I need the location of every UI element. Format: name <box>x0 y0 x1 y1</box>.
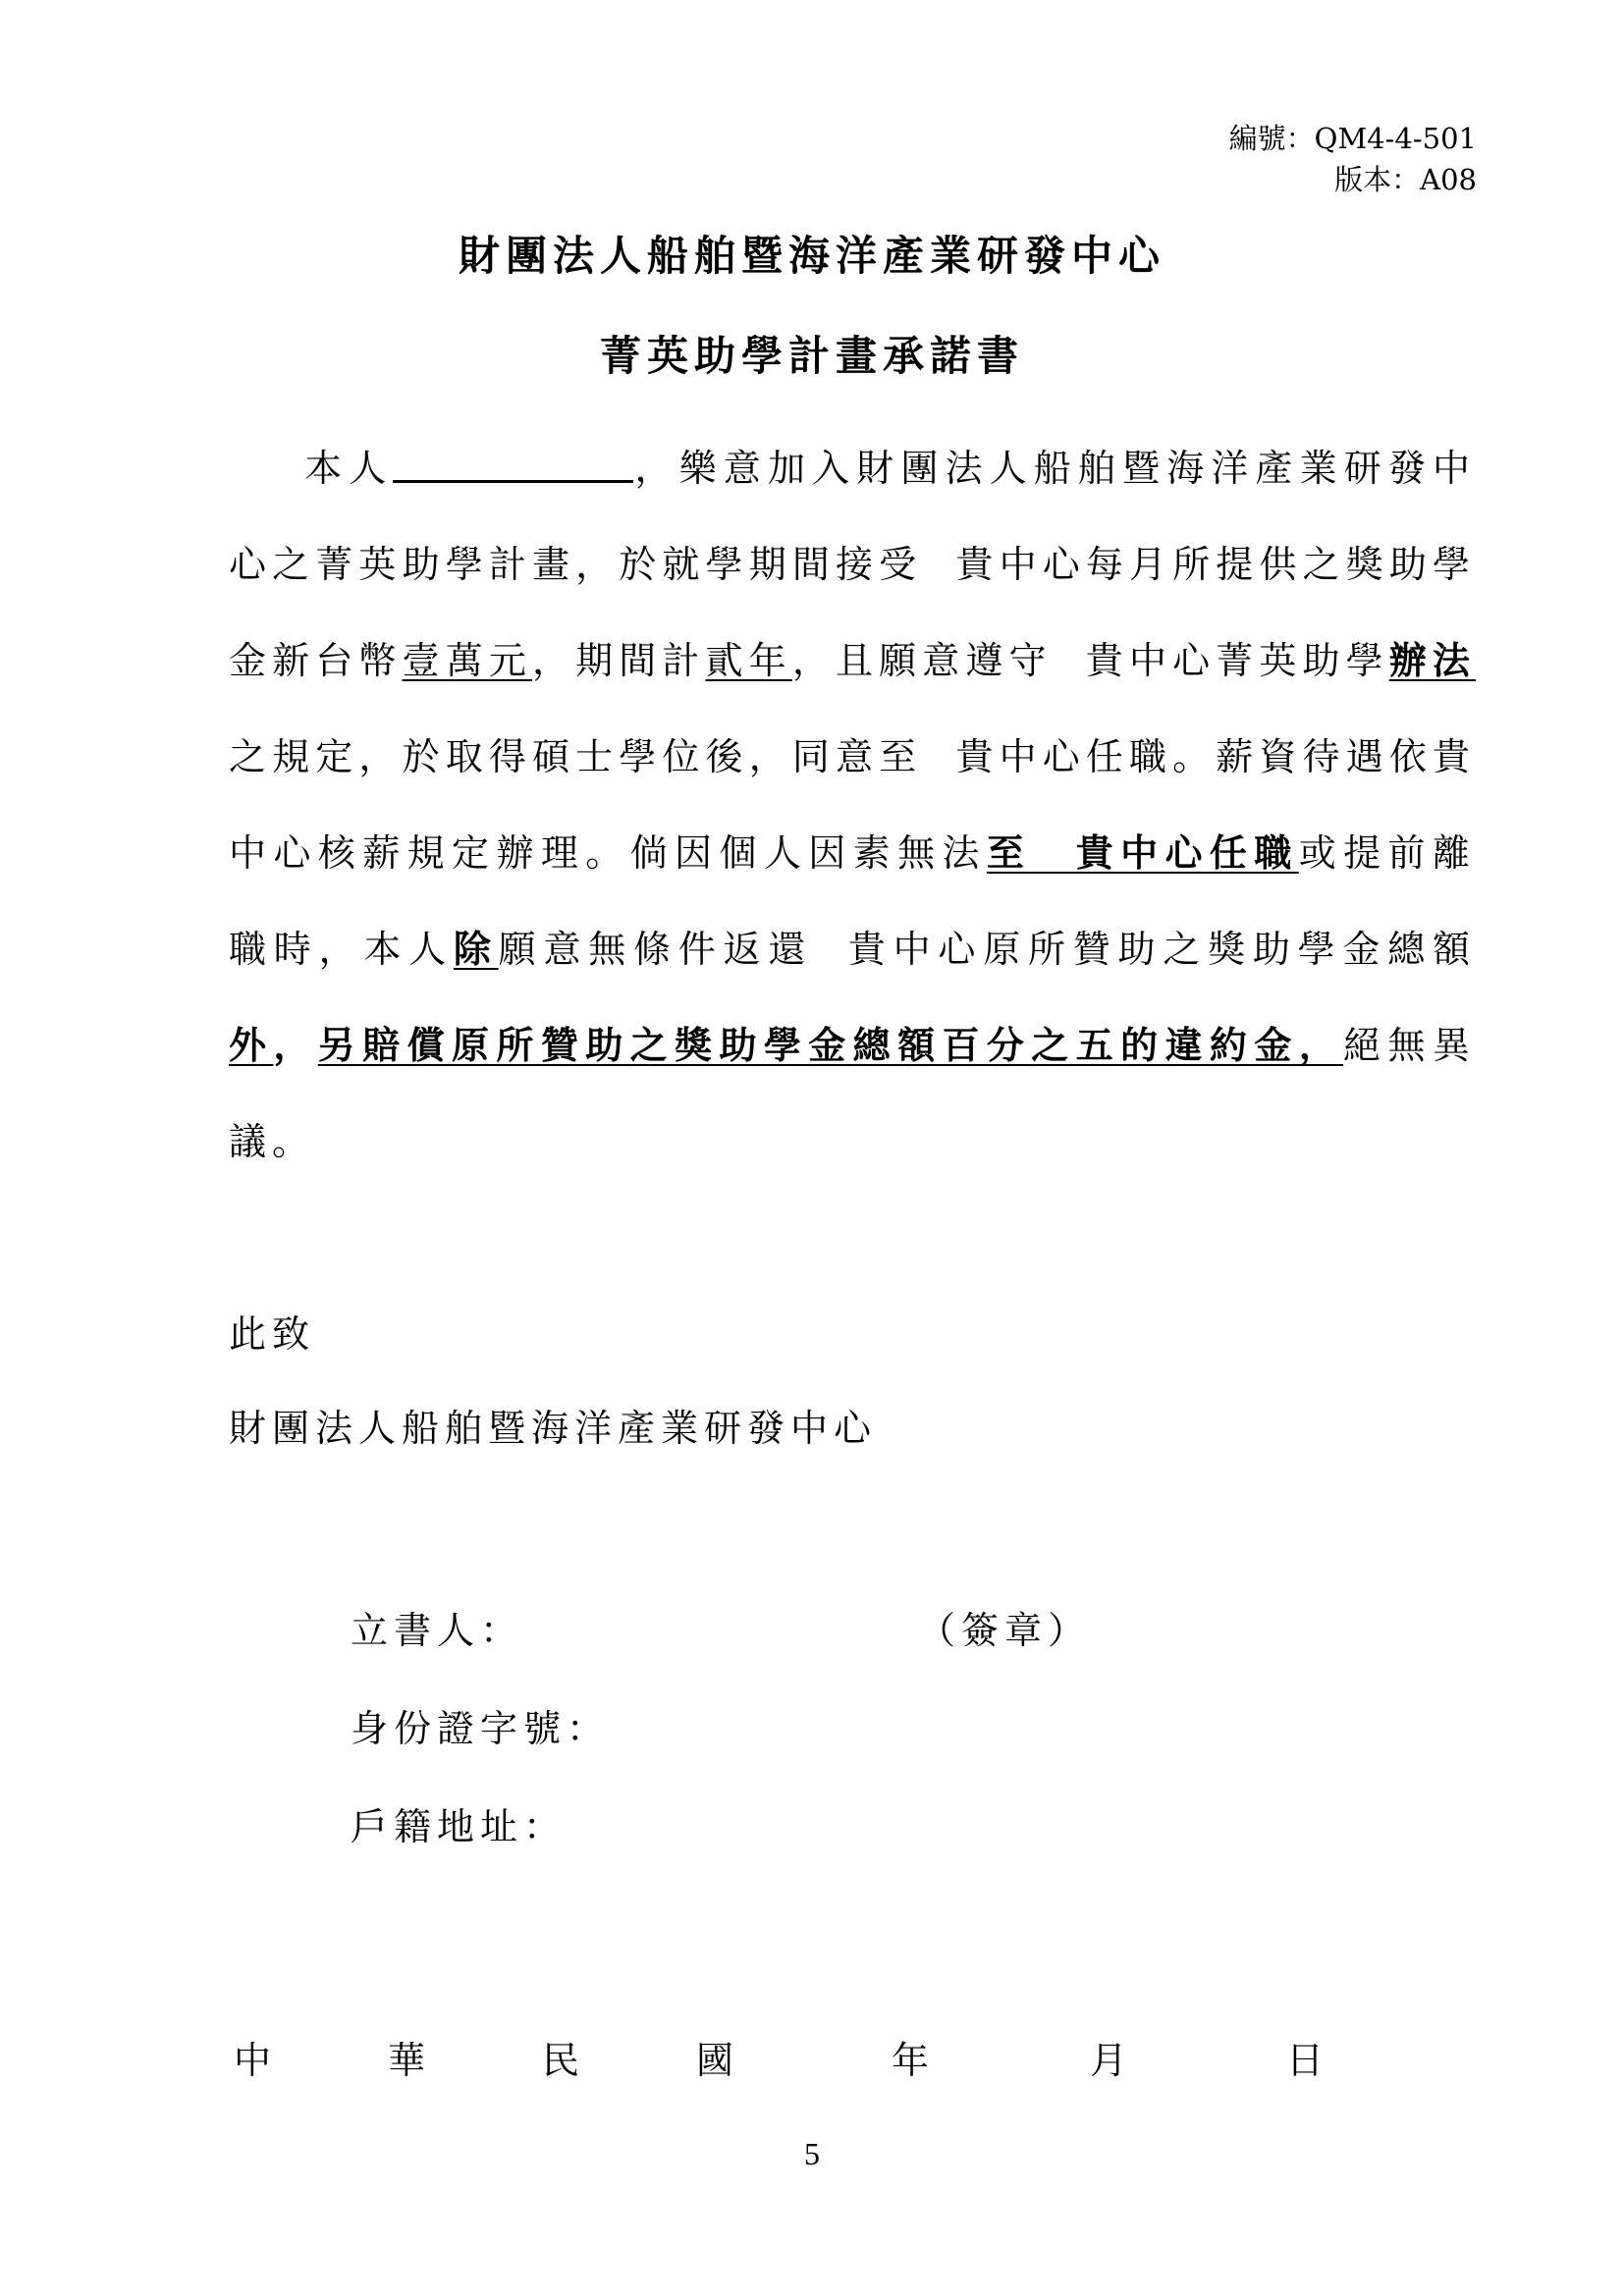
document-title: 菁英助學計畫承諾書 <box>599 332 1024 380</box>
regulation-emphasis: 辦法 <box>1388 638 1476 682</box>
text-segment: ，樂意加入財團法人船舶暨海洋產業研發中心之菁英助學計畫，於就學期間接受 <box>229 447 1476 586</box>
text-segment: ，且願意遵守 <box>791 639 1053 682</box>
address-label: 戶籍地址： <box>351 1805 568 1848</box>
employment-emphasis: 至 貴中心任職 <box>986 830 1299 875</box>
text-segment: 本人 <box>303 447 394 490</box>
date-guo: 國 <box>696 2039 734 2082</box>
document-code-block <box>1229 118 1477 200</box>
text-segment: 之規定，於取得碩士學位後，同意至 <box>229 735 923 778</box>
date-hua: 華 <box>388 2039 426 2082</box>
date-month: 月 <box>1090 2039 1128 2082</box>
penalty-clause-emphasis: 另賠償原所贊助之獎助學金總額百分之五的違約金， <box>317 1023 1344 1067</box>
except-emphasis: 除 <box>453 927 499 971</box>
text-segment: 貴中心每月所提供之獎助學金新台幣 <box>229 543 1476 682</box>
amount-underlined: 壹萬元 <box>402 639 532 682</box>
salutation: 此致 <box>229 1312 316 1356</box>
text-segment: 絕無異議。 <box>229 1024 1476 1163</box>
date-day: 日 <box>1286 2039 1325 2082</box>
seal-label: （簽章） <box>918 1609 1092 1652</box>
page-number: 5 <box>804 2136 820 2171</box>
comma-bold: ， <box>273 1023 318 1067</box>
text-segment: ，期間計 <box>531 639 706 682</box>
id-number-label: 身份證字號： <box>351 1707 611 1750</box>
signer-label: 立書人： <box>351 1609 524 1652</box>
name-blank-line <box>393 447 633 483</box>
pledge-paragraph <box>229 420 1476 1190</box>
text-segment: 貴中心原所贊助之獎助學金總額 <box>846 928 1476 971</box>
document-version: 版本：A08 <box>1334 163 1477 196</box>
text-segment: 願意無條件返還 <box>498 928 814 971</box>
date-zhong: 中 <box>234 2039 272 2082</box>
text-segment: 貴中心任職。薪資待遇依貴中心核薪規定辦理。倘因個人因素無法 <box>229 735 1476 875</box>
date-min: 民 <box>542 2039 580 2082</box>
organization-title: 財團法人船舶暨海洋產業研發中心 <box>458 232 1165 280</box>
recipient-organization: 財團法人船舶暨海洋產業研發中心 <box>229 1407 878 1450</box>
text-segment: 貴中心菁英助學 <box>1085 639 1389 682</box>
date-year: 年 <box>892 2039 930 2082</box>
duration-underlined: 貳年 <box>705 639 792 682</box>
text-segment: 或提前離職時，本人 <box>229 831 1476 971</box>
document-number: 編號：QM4-4-501 <box>1228 122 1477 155</box>
additionally-emphasis: 外 <box>229 1023 274 1067</box>
